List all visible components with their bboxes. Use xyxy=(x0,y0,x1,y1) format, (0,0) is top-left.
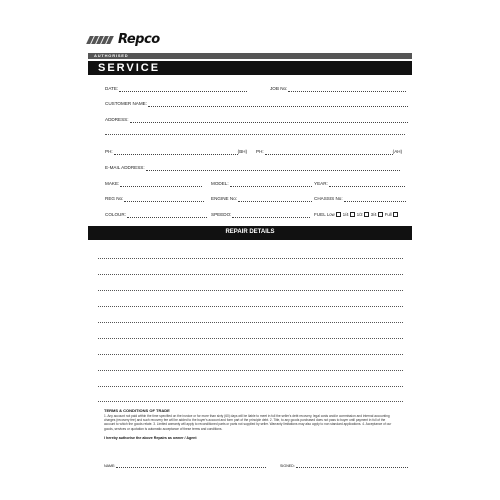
email-field[interactable] xyxy=(105,165,400,171)
logo-stripes-icon xyxy=(88,36,112,44)
repair-line[interactable] xyxy=(98,370,403,371)
repair-details-bar xyxy=(88,226,412,240)
address-field[interactable] xyxy=(105,117,408,123)
colour-label: COLOUR: xyxy=(105,212,126,217)
customer-name-label: CUSTOMER NAME: xyxy=(105,101,148,106)
signed-field[interactable] xyxy=(280,464,408,468)
model-label: MODEL: xyxy=(211,181,229,186)
fuel-half-label: 1/2 xyxy=(356,212,363,217)
fuel-full-label: Full xyxy=(384,212,392,217)
engine-no-label: ENGINE No: xyxy=(211,196,238,201)
chassis-no-label: CHASSIS No: xyxy=(314,196,343,201)
year-field[interactable] xyxy=(314,181,405,187)
repair-line[interactable] xyxy=(98,274,403,275)
repair-line[interactable] xyxy=(98,258,403,259)
name-signature-field[interactable] xyxy=(104,464,266,468)
signed-label: SIGNED: xyxy=(280,464,295,468)
phone-ah-label: PH: xyxy=(256,149,264,154)
job-no-label: JOB No: xyxy=(270,86,288,91)
service-title-bar xyxy=(88,61,412,75)
service-form xyxy=(88,30,412,492)
brand-name: Repco xyxy=(118,32,160,47)
phone-bh-label: PH: xyxy=(105,149,113,154)
make-field[interactable] xyxy=(105,181,202,187)
email-label: E-MAIL ADDRESS: xyxy=(105,165,145,170)
customer-name-field[interactable] xyxy=(105,101,408,107)
make-label: MAKE: xyxy=(105,181,120,186)
repair-line[interactable] xyxy=(98,322,403,323)
authorised-label: AUTHORISED xyxy=(94,53,129,58)
repair-line[interactable] xyxy=(98,354,403,355)
engine-no-field[interactable] xyxy=(211,196,312,202)
repair-details-title: REPAIR DETAILS xyxy=(225,229,275,235)
reg-no-field[interactable] xyxy=(105,196,204,202)
fuel-full-checkbox[interactable] xyxy=(393,212,398,217)
fuel-label: FUEL xyxy=(314,212,326,217)
repair-line[interactable] xyxy=(98,306,403,307)
date-label: DATE: xyxy=(105,86,119,91)
reg-no-label: REG No: xyxy=(105,196,124,201)
bh-label: (BH) xyxy=(237,149,248,154)
repco-logo xyxy=(88,33,178,48)
address-label: ADDRESS: xyxy=(105,117,129,122)
job-no-field[interactable] xyxy=(270,86,406,92)
name-label: NAME: xyxy=(104,464,116,468)
terms-body: 1. Any account not paid within the time specified on the invoice or for more than sixty (60) days will be liable to meet in full the seller's debt recovery, legal costs and/or commission and internal accounting charges (recovery fee) and such recovery fee will be added to the buyer's account and form part of the principle debt. 2. Title, to any goods purchased does not pass to buyer until payment in full of the account to which the goods relate. 3. Limited warranty will apply to reconditioned parts or parts not supplied by seller. Warranty limitations may also apply to non standard applications. 4. Acceptance of our goods, services or quotation is automatic acceptance of these terms and conditions. xyxy=(104,414,392,431)
fuel-low-label: Low xyxy=(326,212,335,217)
fuel-low-checkbox[interactable] xyxy=(336,212,341,217)
speedo-field[interactable] xyxy=(211,212,310,218)
model-field[interactable] xyxy=(211,181,312,187)
speedo-label: SPEEDO: xyxy=(211,212,232,217)
terms-title: TERMS & CONDITIONS OF TRADE xyxy=(104,408,170,413)
repair-line[interactable] xyxy=(98,401,403,402)
page-title: SERVICE xyxy=(98,62,161,74)
fuel-quarter-label: 1/4 xyxy=(342,212,349,217)
fuel-quarter-checkbox[interactable] xyxy=(350,212,355,217)
authorise-statement: I hereby authorise the above Repairs as owner / Agent xyxy=(104,436,197,440)
chassis-no-field[interactable] xyxy=(314,196,406,202)
fuel-half-checkbox[interactable] xyxy=(364,212,369,217)
repair-line[interactable] xyxy=(98,386,403,387)
phone-ah-field[interactable] xyxy=(256,149,402,155)
repair-line[interactable] xyxy=(98,290,403,291)
address-line-2[interactable] xyxy=(105,134,405,135)
authorised-bar xyxy=(88,53,412,59)
date-field[interactable] xyxy=(105,86,247,92)
phone-bh-field[interactable] xyxy=(105,149,247,155)
year-label: YEAR: xyxy=(314,181,328,186)
repair-line[interactable] xyxy=(98,338,403,339)
fuel-three-quarter-checkbox[interactable] xyxy=(378,212,383,217)
fuel-gauge-field xyxy=(314,212,399,218)
fuel-three-quarter-label: 3/4 xyxy=(370,212,377,217)
colour-field[interactable] xyxy=(105,212,207,218)
ah-label: (AH) xyxy=(392,149,403,154)
